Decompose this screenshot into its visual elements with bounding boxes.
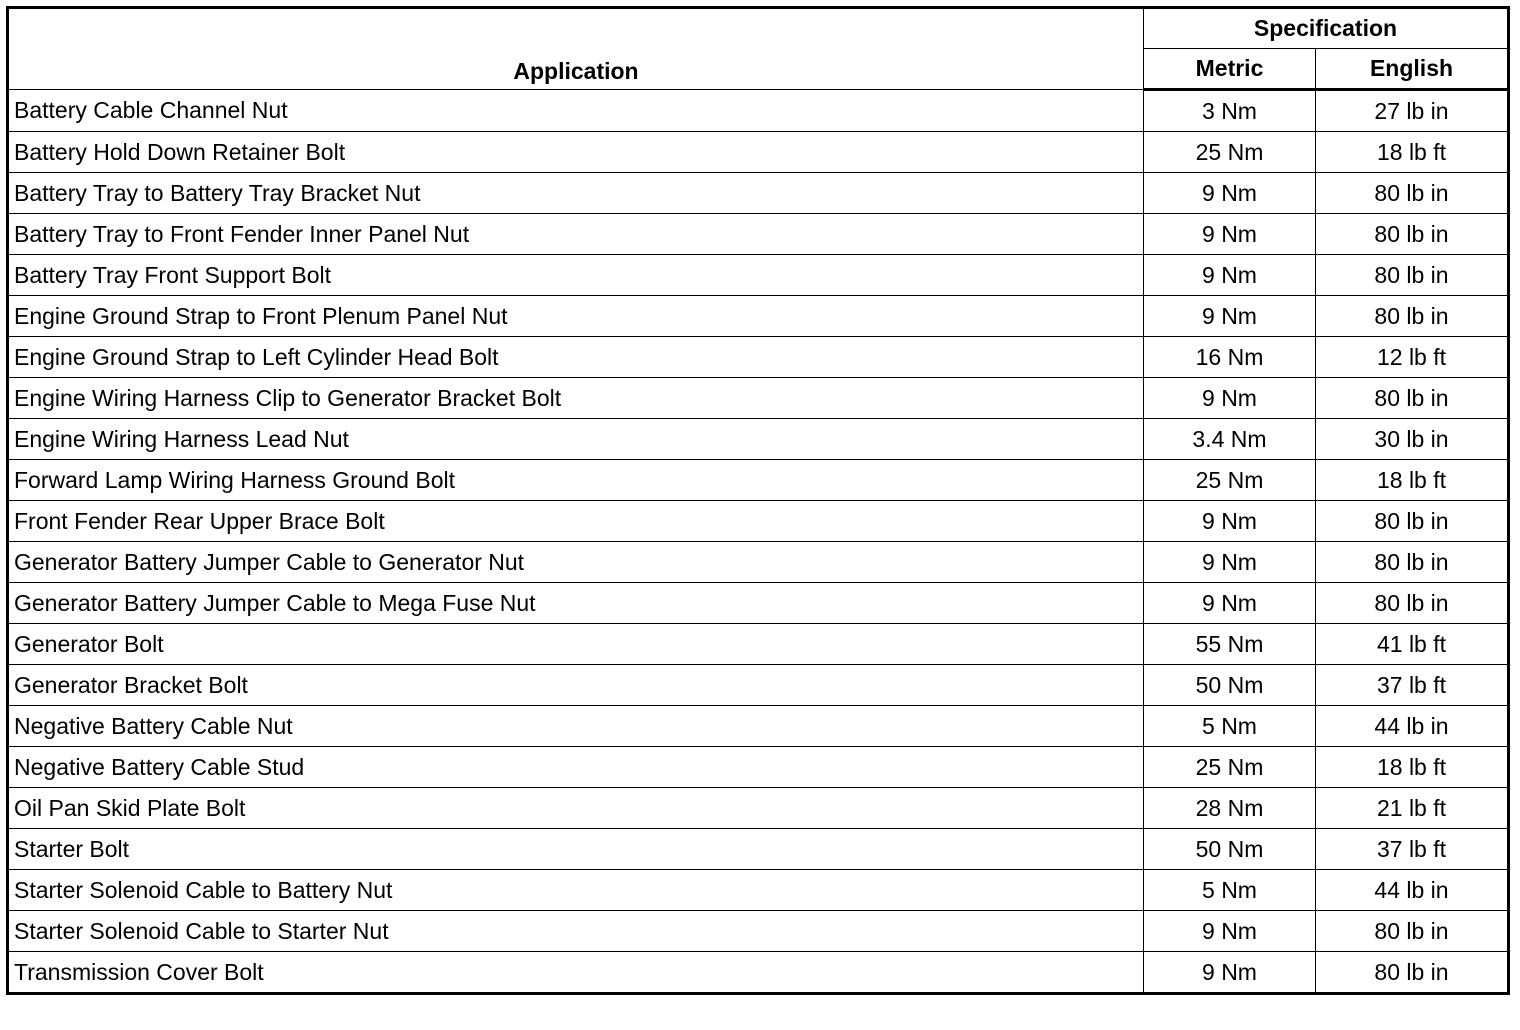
metric-cell: 5 Nm xyxy=(1144,870,1316,911)
application-cell: Engine Ground Strap to Front Plenum Panel Nut xyxy=(8,296,1144,337)
metric-cell: 3 Nm xyxy=(1144,90,1316,132)
english-cell: 80 lb in xyxy=(1316,952,1509,994)
english-cell: 80 lb in xyxy=(1316,501,1509,542)
metric-cell: 9 Nm xyxy=(1144,501,1316,542)
torque-spec-table xyxy=(6,6,1510,995)
application-cell: Transmission Cover Bolt xyxy=(8,952,1144,994)
metric-cell: 9 Nm xyxy=(1144,378,1316,419)
table-row xyxy=(8,255,1509,296)
application-cell: Starter Solenoid Cable to Battery Nut xyxy=(8,870,1144,911)
metric-cell: 28 Nm xyxy=(1144,788,1316,829)
metric-cell: 3.4 Nm xyxy=(1144,419,1316,460)
table-row xyxy=(8,501,1509,542)
application-cell: Oil Pan Skid Plate Bolt xyxy=(8,788,1144,829)
application-cell: Negative Battery Cable Stud xyxy=(8,747,1144,788)
application-cell: Negative Battery Cable Nut xyxy=(8,706,1144,747)
table-row xyxy=(8,173,1509,214)
table-row xyxy=(8,419,1509,460)
table-row xyxy=(8,911,1509,952)
application-cell: Starter Solenoid Cable to Starter Nut xyxy=(8,911,1144,952)
english-cell: 18 lb ft xyxy=(1316,460,1509,501)
metric-cell: 9 Nm xyxy=(1144,911,1316,952)
english-cell: 80 lb in xyxy=(1316,173,1509,214)
metric-cell: 9 Nm xyxy=(1144,952,1316,994)
application-cell: Battery Cable Channel Nut xyxy=(8,90,1144,132)
table-body xyxy=(8,90,1509,994)
metric-cell: 55 Nm xyxy=(1144,624,1316,665)
application-cell: Generator Battery Jumper Cable to Mega Fuse Nut xyxy=(8,583,1144,624)
application-cell: Battery Tray to Battery Tray Bracket Nut xyxy=(8,173,1144,214)
table-row xyxy=(8,132,1509,173)
english-cell: 18 lb ft xyxy=(1316,132,1509,173)
application-cell: Starter Bolt xyxy=(8,829,1144,870)
table-row xyxy=(8,870,1509,911)
metric-cell: 16 Nm xyxy=(1144,337,1316,378)
metric-cell: 25 Nm xyxy=(1144,747,1316,788)
english-cell: 80 lb in xyxy=(1316,378,1509,419)
table-row xyxy=(8,624,1509,665)
table-row xyxy=(8,788,1509,829)
english-cell: 80 lb in xyxy=(1316,542,1509,583)
english-cell: 41 lb ft xyxy=(1316,624,1509,665)
metric-cell: 9 Nm xyxy=(1144,583,1316,624)
metric-cell: 9 Nm xyxy=(1144,214,1316,255)
english-cell: 30 lb in xyxy=(1316,419,1509,460)
table-row xyxy=(8,583,1509,624)
metric-cell: 25 Nm xyxy=(1144,460,1316,501)
table-row xyxy=(8,542,1509,583)
table-header xyxy=(8,8,1509,90)
table-row xyxy=(8,952,1509,994)
english-cell: 27 lb in xyxy=(1316,90,1509,132)
table-row xyxy=(8,337,1509,378)
metric-header: Metric xyxy=(1144,49,1316,90)
application-cell: Generator Battery Jumper Cable to Generator Nut xyxy=(8,542,1144,583)
table-row xyxy=(8,378,1509,419)
metric-cell: 9 Nm xyxy=(1144,296,1316,337)
application-cell: Generator Bolt xyxy=(8,624,1144,665)
english-header: English xyxy=(1316,49,1509,90)
metric-cell: 9 Nm xyxy=(1144,173,1316,214)
english-cell: 80 lb in xyxy=(1316,296,1509,337)
english-cell: 12 lb ft xyxy=(1316,337,1509,378)
metric-cell: 25 Nm xyxy=(1144,132,1316,173)
english-cell: 80 lb in xyxy=(1316,214,1509,255)
table-row xyxy=(8,90,1509,132)
application-header: Application xyxy=(8,8,1144,90)
header-row-top xyxy=(8,8,1509,49)
application-cell: Forward Lamp Wiring Harness Ground Bolt xyxy=(8,460,1144,501)
english-cell: 18 lb ft xyxy=(1316,747,1509,788)
metric-cell: 5 Nm xyxy=(1144,706,1316,747)
application-cell: Generator Bracket Bolt xyxy=(8,665,1144,706)
english-cell: 80 lb in xyxy=(1316,255,1509,296)
specification-header: Specification xyxy=(1144,8,1509,49)
english-cell: 21 lb ft xyxy=(1316,788,1509,829)
application-cell: Engine Wiring Harness Clip to Generator Bracket Bolt xyxy=(8,378,1144,419)
application-cell: Battery Tray to Front Fender Inner Panel Nut xyxy=(8,214,1144,255)
metric-cell: 9 Nm xyxy=(1144,542,1316,583)
table-row xyxy=(8,296,1509,337)
table-row xyxy=(8,829,1509,870)
english-cell: 44 lb in xyxy=(1316,870,1509,911)
metric-cell: 50 Nm xyxy=(1144,665,1316,706)
english-cell: 80 lb in xyxy=(1316,583,1509,624)
application-cell: Battery Hold Down Retainer Bolt xyxy=(8,132,1144,173)
application-cell: Battery Tray Front Support Bolt xyxy=(8,255,1144,296)
table-row xyxy=(8,706,1509,747)
table-row xyxy=(8,665,1509,706)
table-row xyxy=(8,214,1509,255)
metric-cell: 9 Nm xyxy=(1144,255,1316,296)
application-cell: Engine Ground Strap to Left Cylinder Head Bolt xyxy=(8,337,1144,378)
english-cell: 37 lb ft xyxy=(1316,829,1509,870)
english-cell: 37 lb ft xyxy=(1316,665,1509,706)
english-cell: 80 lb in xyxy=(1316,911,1509,952)
table-row xyxy=(8,747,1509,788)
application-cell: Engine Wiring Harness Lead Nut xyxy=(8,419,1144,460)
english-cell: 44 lb in xyxy=(1316,706,1509,747)
application-cell: Front Fender Rear Upper Brace Bolt xyxy=(8,501,1144,542)
metric-cell: 50 Nm xyxy=(1144,829,1316,870)
table-row xyxy=(8,460,1509,501)
